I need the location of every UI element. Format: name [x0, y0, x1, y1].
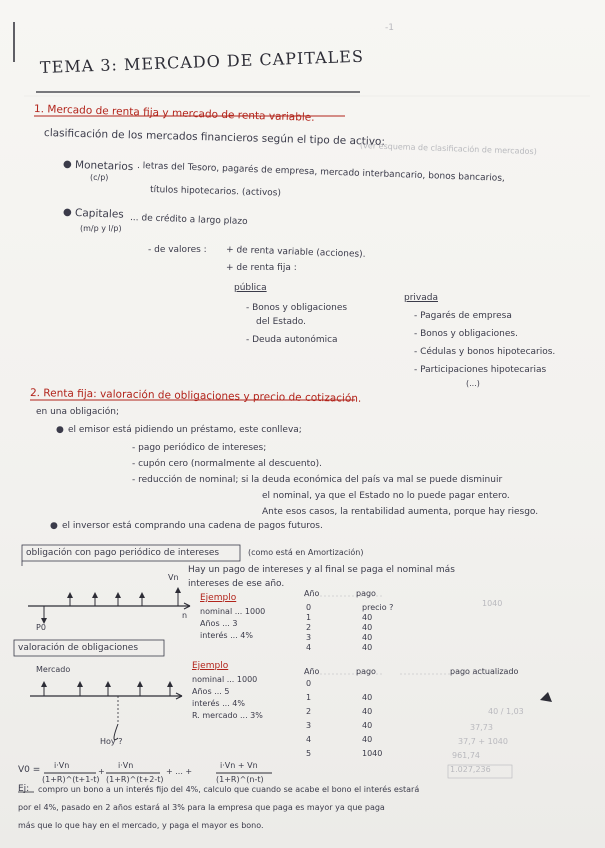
table-cell: 0 — [306, 679, 312, 688]
publica-item: - Bonos y obligaciones — [246, 303, 348, 313]
table-cell: 1 — [306, 613, 312, 622]
hoy-label: Hoy ? — [100, 737, 123, 746]
bullet-dot: ● — [63, 207, 72, 218]
publica-item: del Estado. — [256, 317, 306, 327]
note-line: más que lo que hay en el mercado, y paga el mayor es bono. — [18, 821, 264, 830]
note-line: por el 4%, pasado en 2 años estará al 3% para la empresa que paga es mayor ya que paga — [18, 803, 385, 812]
table-cell: 40 — [362, 623, 373, 632]
table-cell: 40 — [362, 721, 373, 730]
table-header: pago actualizado — [450, 667, 519, 676]
ejemplo-line: R. mercado ... 3% — [192, 711, 263, 720]
page-number: -1 — [385, 23, 394, 33]
table-cell: 3 — [306, 721, 312, 730]
section1-heading: 1. Mercado de renta fija y mercado de renta variable. — [33, 103, 315, 124]
table-cell: 3 — [306, 633, 312, 642]
inversor-line: el inversor está comprando una cadena de pagos futuros. — [62, 521, 323, 531]
formula-den: (1+R)^(t+1-t) — [42, 775, 100, 784]
privada-item: - Participaciones hipotecarias — [414, 365, 547, 375]
privada-item: - Bonos y obligaciones. — [414, 329, 518, 339]
table-cell: 40 — [362, 633, 373, 642]
table-cell: 1 — [306, 693, 312, 702]
emisor-item: Ante esos casos, la rentabilidad aumenta, porque hay riesgo. — [262, 507, 539, 517]
monetarios-text-2: títulos hipotecarios. (activos) — [149, 185, 282, 199]
table-cell: 40 — [362, 707, 373, 716]
table-cell: 4 — [306, 735, 312, 744]
formula-ellipsis: + ... + — [166, 767, 193, 776]
privada-item: - Cédulas y bonos hipotecarios. — [414, 347, 556, 357]
bullet-dot: ● — [63, 159, 72, 170]
formula-v0: V0 = — [18, 765, 41, 775]
valoracion-box-label: valoración de obligaciones — [18, 643, 139, 653]
privada-item: - Pagarés de empresa — [414, 311, 512, 321]
table-header: pago — [356, 667, 376, 676]
emisor-item: - pago periódico de intereses; — [132, 443, 267, 453]
monetarios-text: . letras del Tesoro, pagarés de empresa, mercado interbancario, bonos bancarios, — [136, 161, 505, 184]
table-cell: 0 — [306, 603, 312, 612]
table-cell: 40 — [362, 643, 373, 652]
table-header: Año — [304, 589, 320, 598]
formula-num: i·Vn — [118, 761, 134, 770]
mercado-label: Mercado — [36, 665, 71, 674]
emisor-item: - cupón cero (normalmente al descuento). — [132, 459, 322, 469]
valores-rf: + de renta fija : — [226, 263, 297, 273]
ejemplo-line: Años ... 3 — [200, 619, 238, 628]
ejemplo-line: interés ... 4% — [192, 699, 245, 708]
emisor-item: - reducción de nominal; si la deuda económica del país va mal se puede disminuir — [132, 475, 503, 485]
calc-line: 961,74 — [452, 751, 480, 760]
table-header: pago — [356, 589, 376, 598]
calc-line: 1.027,236 — [450, 765, 491, 774]
section2-heading: 2. Renta fija: valoración de obligaciones y precio de cotización. — [29, 387, 362, 405]
table-cell: 40 — [362, 613, 373, 622]
privada-item: (...) — [466, 379, 480, 388]
bullet-dot: ● — [50, 521, 58, 531]
formula-num: i·Vn + Vn — [220, 761, 258, 770]
emisor-item: el nominal, ya que el Estado no lo puede pagar entero. — [262, 491, 510, 501]
ejemplo-line: Años ... 5 — [192, 687, 230, 696]
section2-intro: en una obligación; — [36, 407, 120, 417]
calc-line: 37,7 + 1040 — [458, 737, 508, 746]
ejemplo-line: interés ... 4% — [200, 631, 253, 640]
ejemplo-line: nominal ... 1000 — [192, 675, 258, 684]
note-label: Ej: — [18, 784, 30, 794]
emisor-line: el emisor está pidiendo un préstamo, este conlleva; — [68, 425, 302, 435]
capitales-text: ... de crédito a largo plazo — [129, 213, 248, 228]
valores-rv: + de renta variable (acciones). — [225, 245, 366, 260]
table-cell: 1040 — [362, 749, 383, 758]
p0-label: P0 — [36, 623, 46, 632]
formula-plus: + — [98, 767, 105, 776]
publica-item: - Deuda autonómica — [246, 335, 338, 345]
formula-den: (1+R)^(n-t) — [216, 775, 264, 784]
page-title: TEMA 3: MERCADO DE CAPITALES — [39, 46, 365, 77]
faint-value: 1040 — [482, 599, 503, 608]
oblig-desc: intereses de ese año. — [188, 579, 285, 589]
table-cell: 2 — [306, 707, 312, 716]
formula-num: i·Vn — [54, 761, 70, 770]
privada-label: privada — [404, 293, 438, 303]
ejemplo-label: Ejemplo — [200, 593, 237, 603]
valores-label: - de valores : — [148, 245, 207, 255]
formula-den: (1+R)^(t+2-t) — [106, 775, 164, 784]
table-cell: 40 — [362, 693, 373, 702]
monetarios-label: Monetarios — [74, 159, 134, 174]
ejemplo-label: Ejemplo — [192, 661, 229, 671]
oblig-box-label: obligación con pago periódico de intereses — [26, 548, 220, 558]
oblig-box-note: (como está en Amortización) — [248, 548, 364, 557]
section1-heading-note: (ver esquema de clasificación de mercados) — [359, 141, 537, 157]
section1-intro: clasificación de los mercados financieros según el tipo de activo: — [43, 127, 386, 148]
n-label: n — [182, 611, 188, 620]
note-line: compro un bono a un interés fijo del 4%, calculo que cuando se acabe el bono el interés estará — [38, 785, 420, 794]
table-cell: 40 — [362, 735, 373, 744]
monetarios-sub: (c/p) — [90, 173, 109, 182]
publica-label: pública — [234, 283, 267, 293]
table-cell: 5 — [306, 749, 312, 758]
bullet-dot: ● — [56, 425, 64, 435]
oblig-desc: Hay un pago de intereses y al final se paga el nominal más — [188, 565, 455, 575]
calc-line: 37,73 — [470, 723, 493, 732]
table-cell: 4 — [306, 643, 312, 652]
table-cell: precio ? — [362, 603, 394, 612]
capitales-label: Capitales — [74, 207, 124, 221]
calc-line: 40 / 1,03 — [488, 707, 524, 716]
capitales-sub: (m/p y l/p) — [80, 224, 122, 233]
vn-label: Vn — [168, 573, 179, 582]
table-header: Año — [304, 667, 320, 676]
table-cell: 2 — [306, 623, 312, 632]
ejemplo-line: nominal ... 1000 — [200, 607, 266, 616]
